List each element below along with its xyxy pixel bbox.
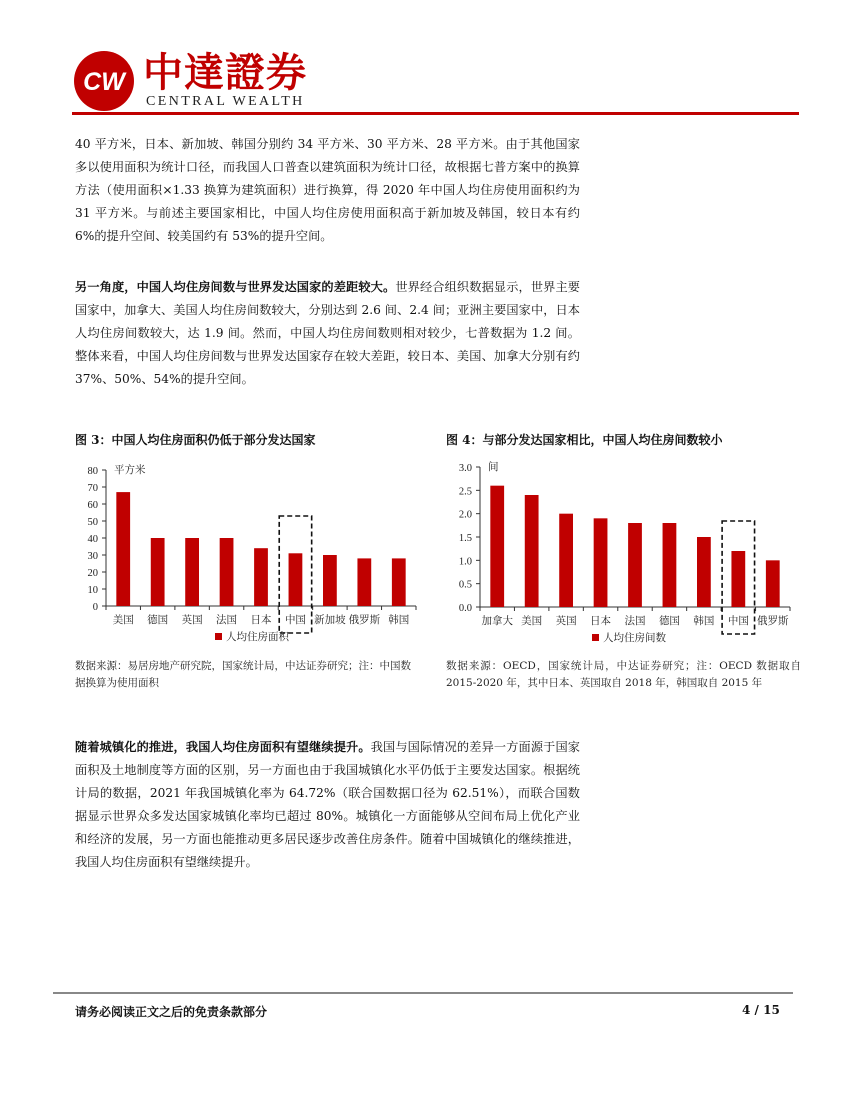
central-wealth-logo bbox=[73, 50, 135, 112]
x-tick-label: 中国 bbox=[727, 615, 749, 627]
bar-德国 bbox=[151, 538, 165, 606]
y-tick-label: 70 bbox=[87, 483, 98, 494]
x-tick-label: 德国 bbox=[658, 615, 680, 627]
y-tick-label: 2.0 bbox=[458, 509, 472, 521]
bar-法国 bbox=[628, 523, 642, 607]
legend-label: 人均住房间数 bbox=[603, 632, 666, 644]
bar-美国 bbox=[116, 492, 130, 606]
y-tick-label: 60 bbox=[87, 500, 98, 511]
header-divider bbox=[72, 112, 799, 115]
paragraph-body: 40 平方米，日本、新加坡、韩国分别约 34 平方米、30 平方米、28 平方米。由于其他国家多以使用面积为统计口径，而我国人口普查以建筑面积为统计口径，故根据七普方案中的换算方法（使用面积×1.33 换算为建筑面积）进行换算，得 2020 年中国人均住房使用面积约为 31 平方米。与前述主要国家相比，中国人均住房使用面积高于新加坡及韩国，较日本有约 6%的提升空间、较美国约有 53%的提升空间。 bbox=[75, 137, 580, 243]
paragraph-lead: 随着城镇化的推进，我国人均住房面积有望继续提升。 bbox=[75, 740, 371, 754]
y-tick-label: 40 bbox=[87, 534, 98, 545]
x-tick-label: 日本 bbox=[590, 615, 612, 627]
bar-法国 bbox=[220, 538, 234, 606]
y-tick-label: 1.5 bbox=[458, 533, 472, 544]
bar-俄罗斯 bbox=[357, 558, 371, 606]
disclaimer-notice: 请务必阅读正文之后的免责条款部分 bbox=[75, 1005, 268, 1019]
y-tick-label: 30 bbox=[87, 551, 98, 562]
bar-日本 bbox=[254, 548, 268, 606]
chart-per-capita-area bbox=[60, 455, 430, 655]
paragraph-room-comparison bbox=[75, 276, 580, 391]
legend-swatch bbox=[592, 634, 599, 641]
bar-中国 bbox=[289, 553, 303, 606]
x-tick-label: 法国 bbox=[624, 615, 646, 627]
y-unit-label: 间 bbox=[488, 461, 499, 473]
bar-俄罗斯 bbox=[766, 560, 780, 607]
brand-name-english: CENTRAL WEALTH bbox=[146, 94, 305, 109]
brand-name-chinese: 中達證券 bbox=[143, 49, 307, 96]
footer-divider bbox=[53, 992, 793, 994]
chart-per-capita-rooms bbox=[430, 455, 800, 655]
y-tick-label: 80 bbox=[87, 466, 98, 477]
x-tick-label: 日本 bbox=[250, 614, 272, 626]
page-number: 4 / 15 bbox=[742, 1003, 780, 1017]
figure-3-source: 数据来源：易居房地产研究院，国家统计局，中达证券研究；注：中国数据换算为使用面积 bbox=[75, 660, 411, 689]
bar-美国 bbox=[525, 495, 539, 607]
y-tick-label: 0.5 bbox=[458, 579, 472, 591]
y-tick-label: 3.0 bbox=[458, 463, 472, 474]
y-tick-label: 0.0 bbox=[458, 603, 472, 614]
logo-text: CW bbox=[83, 68, 125, 96]
x-tick-label: 美国 bbox=[521, 615, 543, 627]
paragraph-urbanization bbox=[75, 736, 580, 874]
bar-加拿大 bbox=[490, 486, 504, 607]
bar-德国 bbox=[663, 523, 677, 607]
x-tick-label: 新加坡 bbox=[314, 614, 346, 626]
x-tick-label: 美国 bbox=[112, 614, 134, 626]
y-tick-label: 0 bbox=[92, 602, 98, 613]
legend-label: 人均住房面积 bbox=[226, 631, 289, 643]
y-tick-label: 10 bbox=[87, 585, 98, 596]
x-tick-label: 韩国 bbox=[388, 614, 410, 626]
x-tick-label: 加拿大 bbox=[481, 615, 513, 627]
x-tick-label: 韩国 bbox=[693, 615, 715, 627]
y-tick-label: 20 bbox=[87, 568, 98, 579]
x-tick-label: 法国 bbox=[216, 614, 238, 626]
x-tick-label: 德国 bbox=[147, 614, 169, 626]
x-tick-label: 中国 bbox=[284, 614, 306, 626]
x-tick-label: 英国 bbox=[555, 615, 577, 627]
y-tick-label: 50 bbox=[87, 517, 98, 528]
figure-4-source: 数据来源：OECD，国家统计局，中达证券研究；注：OECD 数据取自 2015-2020 年，其中日本、英国取自 2018 年，韩国取自 2015 年 bbox=[446, 660, 801, 689]
x-tick-label: 英国 bbox=[181, 614, 203, 626]
y-tick-label: 2.5 bbox=[458, 486, 472, 498]
legend-swatch bbox=[215, 633, 222, 640]
bar-韩国 bbox=[697, 537, 711, 607]
bar-日本 bbox=[594, 518, 608, 607]
figure-4-title: 图 4：与部分发达国家相比，中国人均住房间数较小 bbox=[446, 433, 723, 447]
paragraph-body: 世界经合组织数据显示，世界主要国家中，加拿大、美国人均住房间数较大，分别达到 2.6 间、2.4 间；亚洲主要国家中，日本人均住房间数较大，达 1.9 间。然而，中国人均住房间数则相对较少，七普数据为 1.2 间。整体来看，中国人均住房间数与世界发达国家存在较大差距，较日本、美国、加拿大分别有约 37%、50%、54%的提升空间。 bbox=[75, 280, 580, 386]
y-tick-label: 1.0 bbox=[458, 556, 472, 568]
paragraph-lead: 另一角度，中国人均住房间数与世界发达国家的差距较大。 bbox=[75, 280, 396, 294]
x-tick-label: 俄罗斯 bbox=[757, 615, 789, 627]
bar-新加坡 bbox=[323, 555, 337, 606]
paragraph-body: 我国与国际情况的差异一方面源于国家面积及土地制度等方面的区别，另一方面也由于我国城镇化水平仍低于主要发达国家。根据统计局的数据，2021 年我国城镇化率为 64.72%（联合国数据口径为 62.51%），而联合国数据显示世界众多发达国家城镇化率均已超过 80%。城镇化一方面能够从空间布局上优化产业和经济的发展，另一方面也能推动更多居民逐步改善住房条件。随着中国城镇化的继续推进，我国人均住房面积有望继续提升。 bbox=[75, 740, 580, 869]
figure-3-title: 图 3：中国人均住房面积仍低于部分发达国家 bbox=[75, 433, 316, 447]
bar-英国 bbox=[559, 514, 573, 607]
y-unit-label: 平方米 bbox=[114, 464, 146, 476]
bar-韩国 bbox=[392, 558, 406, 606]
paragraph-area-comparison bbox=[75, 133, 580, 248]
x-tick-label: 俄罗斯 bbox=[348, 614, 381, 626]
bar-英国 bbox=[185, 538, 199, 606]
bar-中国 bbox=[731, 551, 745, 607]
